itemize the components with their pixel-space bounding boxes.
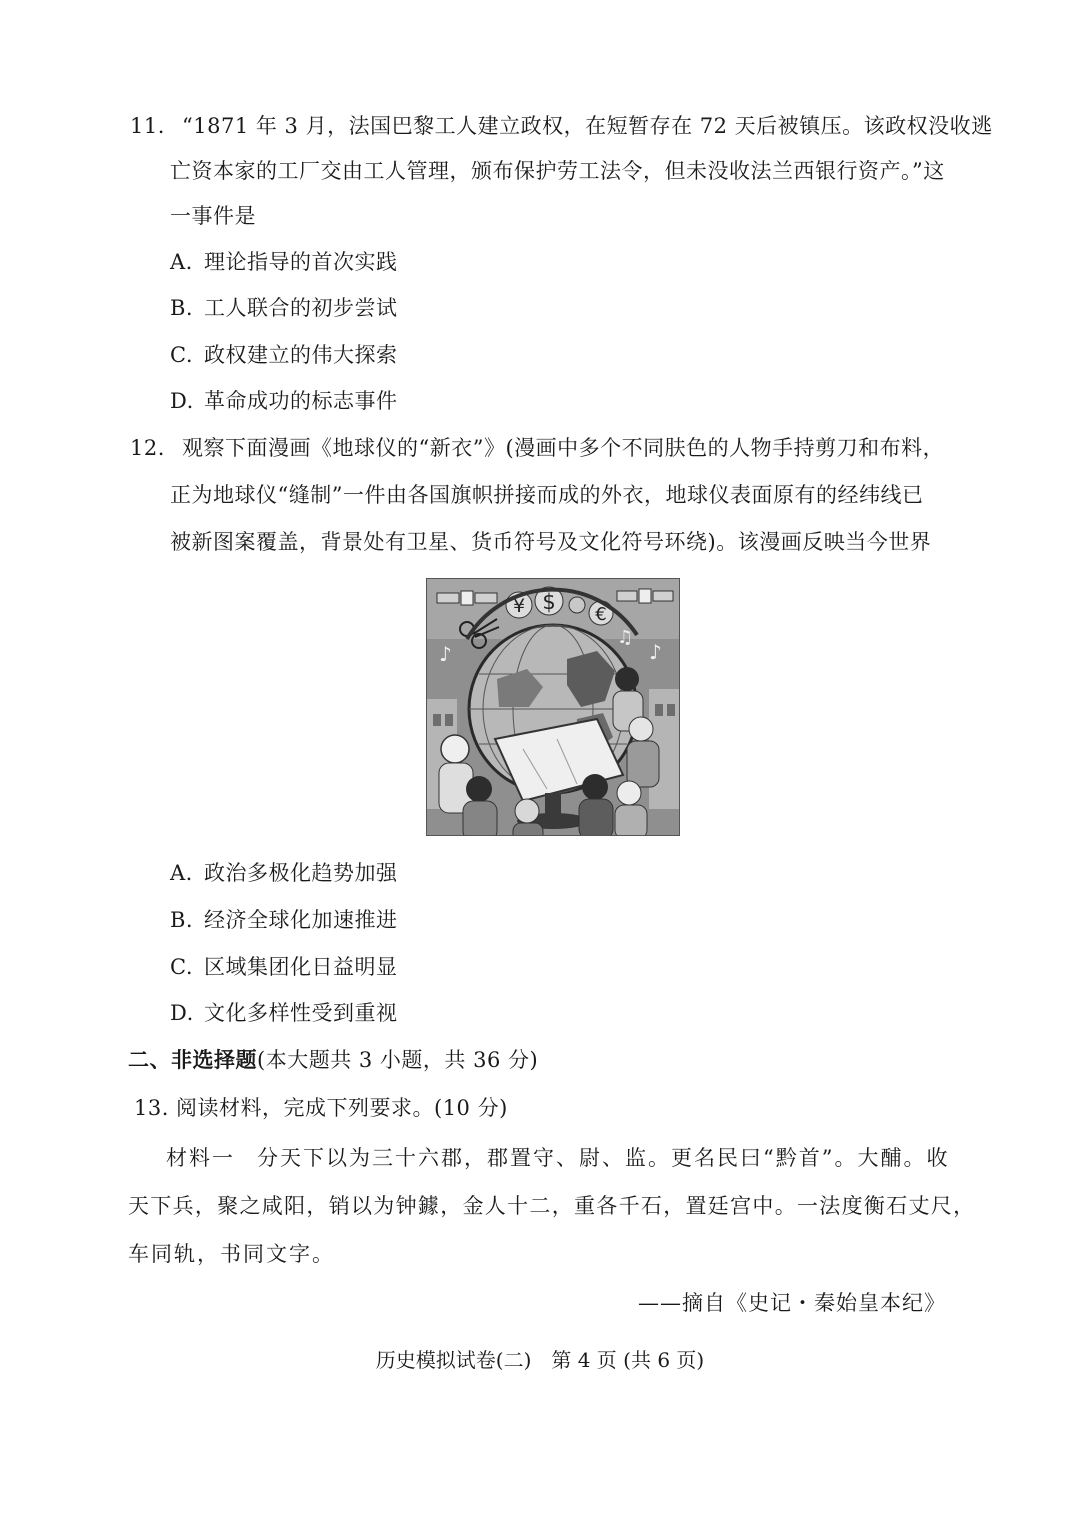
dollar-symbol: $ <box>542 590 556 614</box>
option-text: 文化多样性受到重视 <box>204 1001 398 1025</box>
q13-text: 阅读材料，完成下列要求。(10 分) <box>176 1096 508 1120</box>
q12-option-d <box>170 998 398 1028</box>
q12-line-1 <box>130 433 944 463</box>
euro-symbol: € <box>595 604 607 625</box>
q13-number: 13. <box>134 1096 169 1120</box>
globe-cartoon-illustration <box>427 579 679 835</box>
option-text: 区域集团化日益明显 <box>204 955 398 979</box>
option-letter: A. <box>170 250 193 274</box>
q11-stem-1: “1871 年 3 月，法国巴黎工人建立政权，在短暂存在 72 天后被镇压。该政权没收逃 <box>182 114 993 138</box>
music-note-left-icon: ♪ <box>439 642 452 666</box>
page-footer: 历史模拟试卷(二) 第 4 页 (共 6 页) <box>375 1348 705 1372</box>
q12-option-b <box>170 905 398 935</box>
option-letter: B. <box>170 296 194 320</box>
coin-icon <box>569 597 585 613</box>
option-letter: C. <box>170 955 193 979</box>
option-text: 革命成功的标志事件 <box>204 389 398 413</box>
option-text: 理论指导的首次实践 <box>204 250 398 274</box>
section-title: 二、非选择题 <box>128 1047 257 1072</box>
material-text-3: 车同轨，书同文字。 <box>128 1242 335 1266</box>
option-text: 工人联合的初步尝试 <box>204 296 398 320</box>
option-text: 政权建立的伟大探索 <box>204 343 398 367</box>
q12-option-a <box>170 858 398 888</box>
material-line-1 <box>166 1143 949 1173</box>
option-letter: A. <box>170 861 193 885</box>
q11-stem-2: 亡资本家的工厂交由工人管理，颁布保护劳工法令，但未没收法兰西银行资产。”这 <box>170 159 945 183</box>
yen-symbol: ¥ <box>512 595 526 617</box>
q11-option-a <box>170 247 398 277</box>
q12-stem-1: 观察下面漫画《地球仪的“新衣”》(漫画中多个不同肤色的人物手持剪刀和布料， <box>182 436 945 460</box>
q11-option-c <box>170 340 398 370</box>
option-letter: D. <box>170 389 194 413</box>
material-text-1: 分天下以为三十六郡，郡置守、尉、监。更名民曰“黔首”。大酺。收 <box>257 1146 950 1170</box>
satellite-left-icon <box>437 591 497 605</box>
q11-option-d <box>170 386 398 416</box>
music-note-right-icon: ♪ <box>649 640 662 664</box>
q11-number: 11. <box>130 114 165 138</box>
q12-option-c <box>170 952 398 982</box>
option-text: 经济全球化加速推进 <box>204 908 398 932</box>
q11-line-1 <box>130 111 993 141</box>
q13-line <box>134 1093 508 1123</box>
q12-stem-2: 正为地球仪“缝制”一件由各国旗帜拼接而成的外衣，地球仪表面原有的经纬线已 <box>170 483 924 507</box>
q12-number: 12. <box>130 436 165 460</box>
section-heading <box>128 1045 538 1075</box>
globe-cartoon-image <box>426 578 680 836</box>
material-label: 材料一 <box>166 1146 235 1170</box>
option-letter: C. <box>170 343 193 367</box>
satellite-right-icon <box>617 589 673 603</box>
option-text: 政治多极化趋势加强 <box>204 861 398 885</box>
q12-stem-3: 被新图案覆盖，背景处有卫星、货币符号及文化符号环绕)。该漫画反映当今世界 <box>170 530 932 554</box>
material-source: ——摘自《史记・秦始皇本纪》 <box>638 1291 946 1315</box>
q11-stem-3: 一事件是 <box>170 204 256 228</box>
option-letter: B. <box>170 908 194 932</box>
music-note-middle-icon: ♫ <box>617 627 634 648</box>
q11-option-b <box>170 293 398 323</box>
option-letter: D. <box>170 1001 194 1025</box>
material-text-2: 天下兵，聚之咸阳，销以为钟鐻，金人十二，重各千石，置廷宫中。一法度衡石丈尺， <box>128 1194 976 1218</box>
section-note: (本大题共 3 小题，共 36 分) <box>257 1048 539 1072</box>
